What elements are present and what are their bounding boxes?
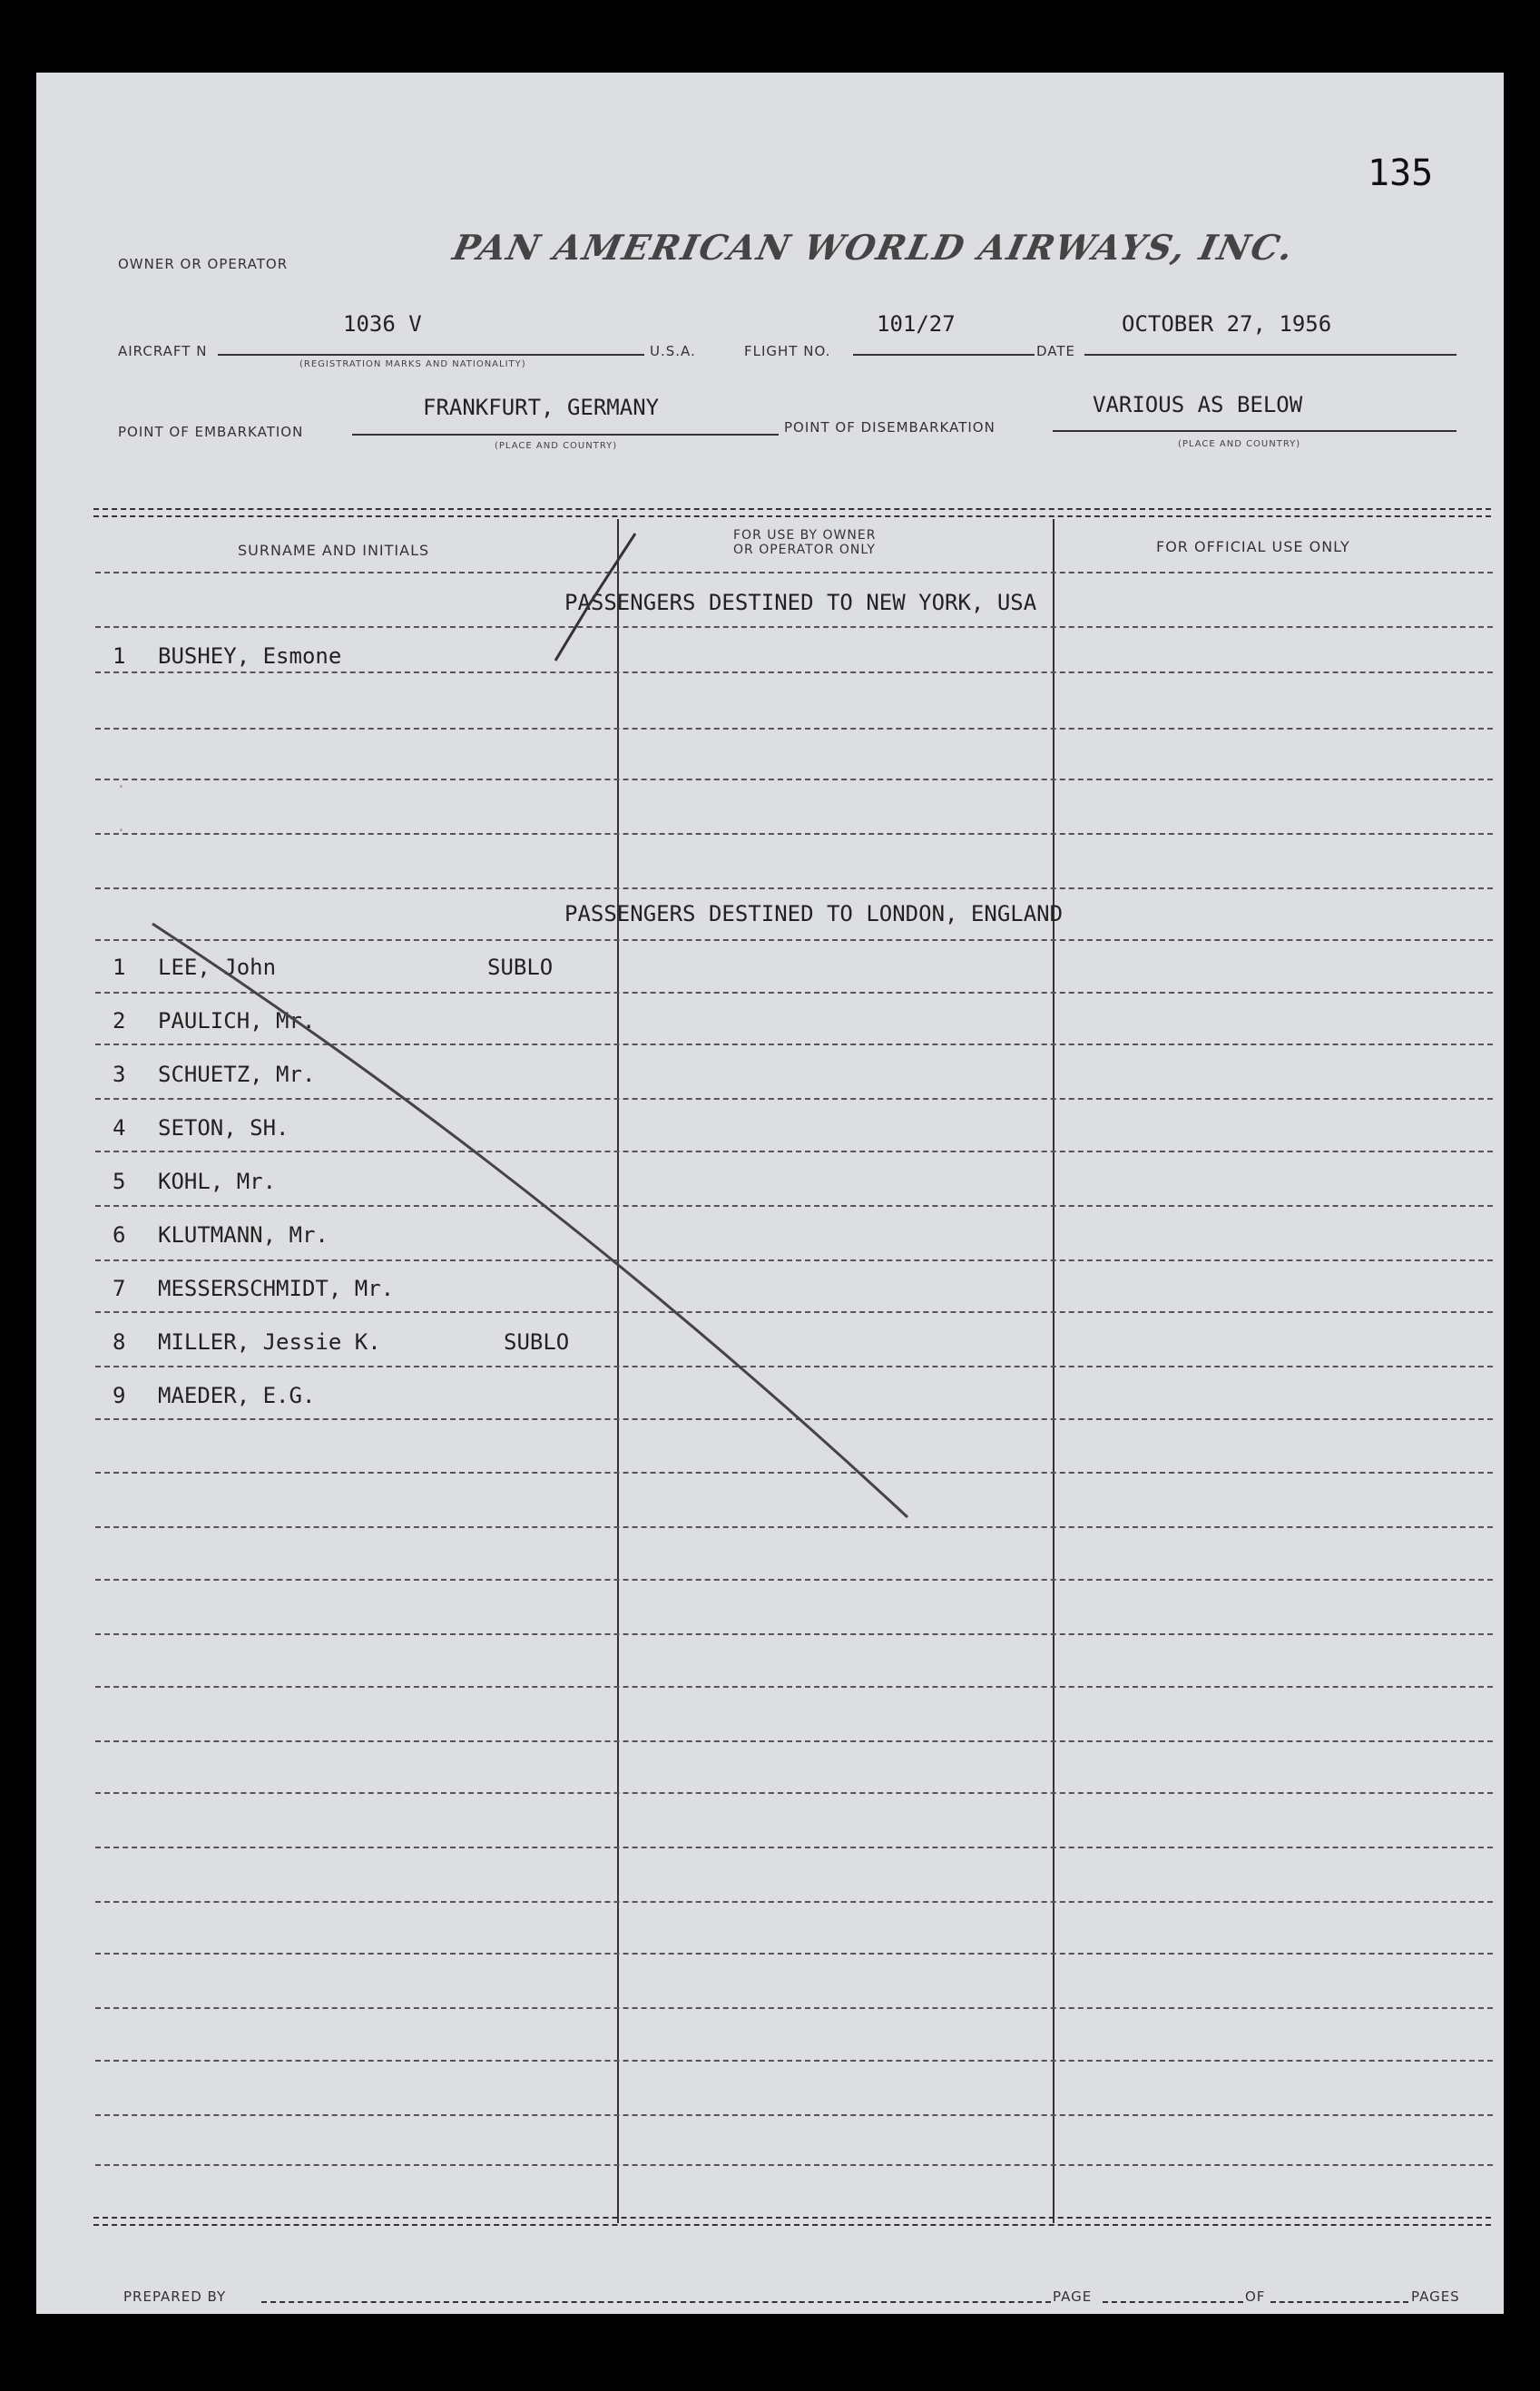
passenger-name: MILLER, Jessie K. [158,1329,381,1355]
passenger-name: MAEDER, E.G. [158,1383,316,1408]
passenger-number: 9 [113,1383,126,1408]
passenger-number: 4 [113,1115,126,1141]
of-underline [1270,2301,1408,2303]
aircraft-label: AIRCRAFT N [118,343,208,359]
group-heading-london: PASSENGERS DESTINED TO LONDON, ENGLAND [564,901,1064,926]
disembark-value: VARIOUS AS BELOW [1093,392,1303,417]
page-number: 135 [1368,152,1434,194]
embark-value: FRANKFURT, GERMANY [423,395,660,420]
usa-label: U.S.A. [650,343,696,359]
column-header-owner-use-2: OR OPERATOR ONLY [733,543,876,557]
owner-label: OWNER OR OPERATOR [118,256,289,272]
pages-label: PAGES [1411,2288,1460,2305]
group-heading-new-york: PASSENGERS DESTINED TO NEW YORK, USA [564,590,1037,615]
prepared-by-underline [261,2301,1051,2303]
passenger-name: LEE, John [158,955,277,980]
flight-value: 101/27 [877,311,956,337]
disembark-label: POINT OF DISEMBARKATION [784,419,996,436]
date-value: OCTOBER 27, 1956 [1122,311,1332,337]
date-label: DATE [1036,343,1076,359]
stray-mark: . [116,773,126,792]
stray-mark: . [116,817,126,836]
passenger-number: 2 [113,1008,126,1034]
flight-label: FLIGHT NO. [744,343,831,359]
passenger-number: 6 [113,1222,126,1248]
passenger-name: BUSHEY, Esmone [158,643,342,669]
prepared-by-label: PREPARED BY [123,2288,227,2305]
passenger-number: 1 [113,955,126,980]
passenger-number: 1 [113,643,126,669]
passenger-name: KOHL, Mr. [158,1169,277,1194]
passenger-name: KLUTMANN, Mr. [158,1222,329,1248]
column-header-owner-use-1: FOR USE BY OWNER [733,528,877,543]
disembark-caption: (PLACE AND COUNTRY) [1178,439,1301,449]
passenger-number: 5 [113,1169,126,1194]
registration-caption: (REGISTRATION MARKS AND NATIONALITY) [299,359,526,369]
embark-label: POINT OF EMBARKATION [118,424,304,440]
page-underline [1103,2301,1243,2303]
owner-value: PAN AMERICAN WORLD AIRWAYS, INC. [449,227,1299,268]
passenger-name: SCHUETZ, Mr. [158,1062,316,1087]
column-header-official: FOR OFFICIAL USE ONLY [1156,538,1350,555]
passenger-number: 3 [113,1062,126,1087]
embark-caption: (PLACE AND COUNTRY) [495,441,618,451]
passenger-note: SUBLO [487,955,554,980]
aircraft-value: 1036 V [343,311,422,337]
diagonal-strike-line [152,924,907,1517]
passenger-name: MESSERSCHMIDT, Mr. [158,1276,395,1301]
passenger-name: SETON, SH. [158,1115,289,1141]
passenger-name: PAULICH, Mr. [158,1008,316,1034]
page-label: PAGE [1053,2288,1093,2305]
check-mark-stroke [555,534,635,661]
passenger-note: SUBLO [504,1329,570,1355]
passenger-number: 7 [113,1276,126,1301]
passenger-number: 8 [113,1329,126,1355]
column-header-surname: SURNAME AND INITIALS [238,542,430,559]
of-label: OF [1245,2288,1266,2305]
